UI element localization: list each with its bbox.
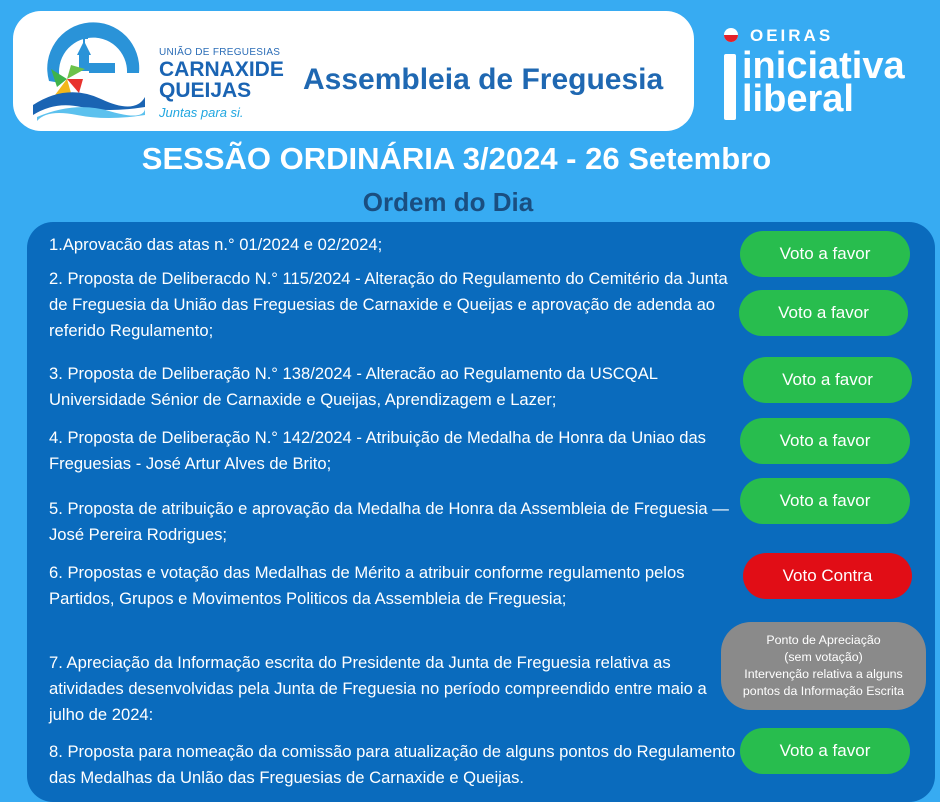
logo-name [159,59,284,101]
assembly-title: Assembleia de Freguesia [303,63,664,96]
logo-name-line2: QUEIJAS [159,79,252,102]
logo-tagline: Juntas para si. [159,105,244,120]
vote-badge-4: Voto a favor [740,418,910,464]
vote-badge-2: Voto a favor [739,290,908,336]
brand-city: OEIRAS [750,26,834,45]
agenda-item-1: 1.Aprovacão das atas n.° 01/2024 e 02/2024; [49,235,383,254]
brand-name: iniciativa liberal [742,45,905,120]
agenda-item-5: 5. Proposta de atribuição e aprovação da Medalha de Honra da Assembleia de Freguesia —José Pereira Rodrigues; [49,499,729,544]
vote-badge-3: Voto a favor [743,357,912,403]
agenda-item-8: 8. Proposta para nomeação da comissão para atualização de alguns pontos do Regulamento das Medalhas da Unlão das Freguesias de Carnaxide e Queijas. [49,742,736,787]
iniciativa-liberal-logo [720,24,930,124]
church-emblem-icon [27,21,147,123]
vote-badge-7: Ponto de Apreciação (sem votação) Intervenção relativa a alguns pontos da Informação Escrita [721,622,926,710]
brand-bar-icon [724,54,736,120]
agenda-item-4: 4. Proposta de Deliberação N.° 142/2024 - Atribuição de Medalha de Honra da Uniao das Freguesias - José Artur Alves de Brito; [49,428,706,473]
session-title: SESSÃO ORDINÁRIA 3/2024 - 26 Setembro [141,141,772,176]
logo-name-line1: CARNAXIDE [159,58,284,81]
header-card [13,11,694,131]
agenda-heading: Ordem do Dia [362,187,534,217]
vote-badge-8: Voto a favor [740,728,910,774]
agenda-item-6: 6. Propostas e votação das Medalhas de Mérito a atribuir conforme regulamento pelos Partidos, Grupos e Movimentos Politicos da Assembleia de Freguesia; [49,563,685,608]
agenda-item-2: 2. Proposta de Deliberacdo N.° 115/2024 - Alteração do Regulamento do Cemitério da Junta de Freguesia da União das Freguesias de Carnaxide e Queijas e aprovação de adenda ao referido Regulamento; [49,269,728,340]
brand-dot-icon [724,28,738,42]
carnaxide-queijas-logo [27,21,284,123]
logo-superscript: UNIÃO DE FREGUESIAS [159,47,281,58]
vote-badge-6: Voto Contra [743,553,912,599]
agenda-item-3: 3. Proposta de Deliberação N.° 138/2024 - Alteracão ao Regulamento da USCQAL Universidade Sénior de Carnaxide e Queijas, Aprendizagem e Lazer; [49,364,658,409]
vote-badge-1: Voto a favor [740,231,910,277]
agenda-item-7: 7. Apreciação da Informação escrita do Presidente da Junta de Freguesia relativa as atividades desenvolvidas pela Junta de Freguesia no período compreendido entre maio a julho de 2024: [49,653,707,724]
vote-badge-5: Voto a favor [740,478,910,524]
